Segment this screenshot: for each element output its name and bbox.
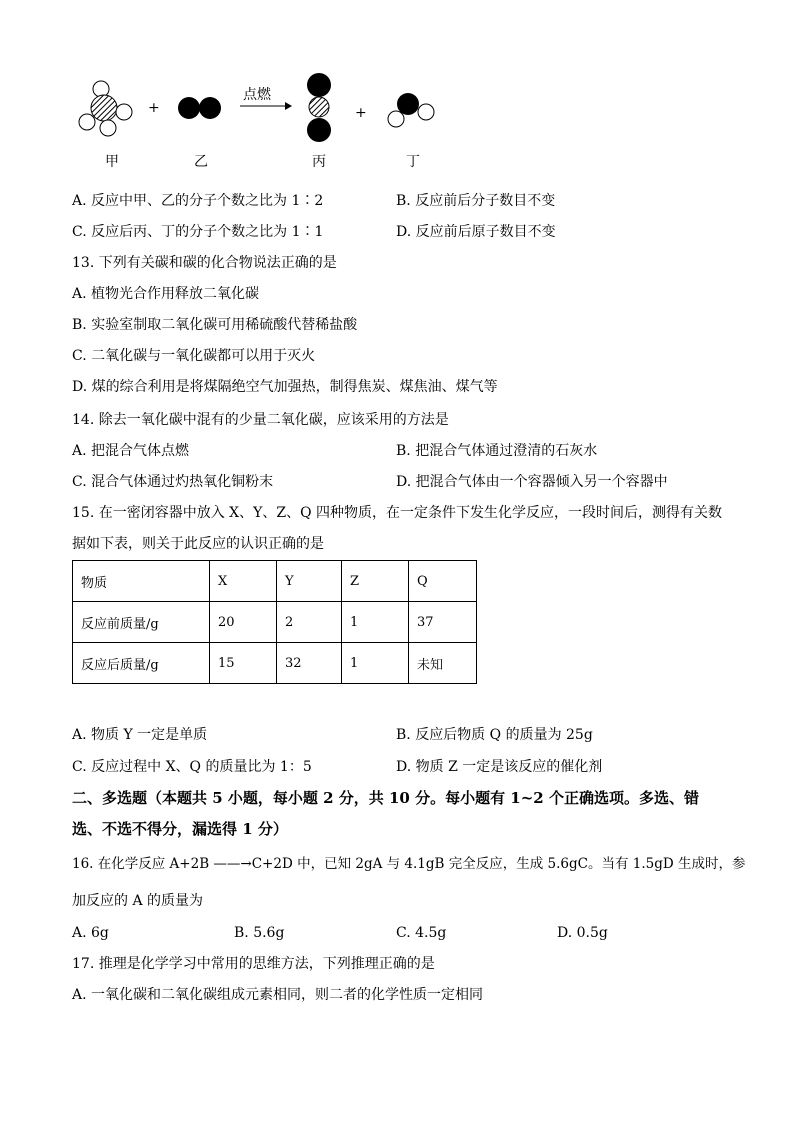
- table-header-row: [73, 561, 477, 602]
- q15-data-table: [72, 560, 477, 684]
- label-ding: 丁: [406, 154, 420, 170]
- table-header-cell: Z: [342, 561, 409, 602]
- q12-option-d: D. 反应前后原子数目不变: [396, 224, 556, 240]
- molecule-bing: [307, 73, 331, 142]
- table-cell: 20: [210, 602, 277, 643]
- section2-heading-line2: 选、不选不得分，漏选得 1 分）: [72, 820, 288, 838]
- q16-stem-line1: 16. 在化学反应 A+2B ——→C+2D 中，已知 2gA 与 4.1gB 完全反应，生成 5.6gC。当有 1.5gD 生成时，参: [72, 856, 746, 872]
- table-row: [73, 643, 477, 684]
- q15-option-b: B. 反应后物质 Q 的质量为 25g: [396, 727, 593, 743]
- table-cell: 1: [342, 643, 409, 684]
- table-header-cell: 物质: [73, 561, 210, 602]
- q14-option-c: C. 混合气体通过灼热氧化铜粉末: [72, 474, 274, 490]
- q14-option-a: A. 把混合气体点燃: [72, 443, 190, 459]
- table-header-cell: Q: [409, 561, 477, 602]
- q15-option-a: A. 物质 Y 一定是单质: [72, 727, 208, 743]
- plus-sign-1: +: [148, 100, 160, 116]
- label-yi: 乙: [194, 154, 208, 170]
- q16-option-c: C. 4.5g: [396, 925, 447, 941]
- molecule-ding: [388, 93, 434, 127]
- q16-option-d: D. 0.5g: [557, 925, 608, 941]
- q13-option-d: D. 煤的综合利用是将煤隔绝空气加强热，制得焦炭、煤焦油、煤气等: [72, 379, 498, 395]
- table-cell: 反应前质量/g: [73, 602, 210, 643]
- table-cell: 1: [342, 602, 409, 643]
- q17-option-a: A. 一氧化碳和二氧化碳组成元素相同，则二者的化学性质一定相同: [72, 987, 484, 1003]
- arrow-label: 点燃: [243, 87, 271, 103]
- q14-option-d: D. 把混合气体由一个容器倾入另一个容器中: [396, 474, 668, 490]
- table-cell: 2: [277, 602, 342, 643]
- q14-option-b: B. 把混合气体通过澄清的石灰水: [396, 443, 598, 459]
- section2-heading-line1: 二、多选题（本题共 5 小题，每小题 2 分，共 10 分。每小题有 1~2 个正确选项。多选、错: [72, 789, 699, 807]
- q15-option-c: C. 反应过程中 X、Q 的质量比为 1：5: [72, 759, 312, 775]
- table-cell: 15: [210, 643, 277, 684]
- q15-stem-line2: 据如下表，则关于此反应的认识正确的是: [72, 536, 324, 552]
- q16-option-b: B. 5.6g: [234, 925, 285, 941]
- q13-option-b: B. 实验室制取二氧化碳可用稀硫酸代替稀盐酸: [72, 317, 358, 333]
- label-jia: 甲: [105, 154, 119, 170]
- table-header-cell: Y: [277, 561, 342, 602]
- label-bing: 丙: [312, 154, 326, 170]
- q16-option-a: A. 6g: [72, 925, 109, 941]
- q13-stem: 13. 下列有关碳和碳的化合物说法正确的是: [72, 255, 337, 271]
- q12-option-b: B. 反应前后分子数目不变: [396, 193, 556, 209]
- q13-option-c: C. 二氧化碳与一氧化碳都可以用于灭火: [72, 348, 316, 364]
- table-row: [73, 602, 477, 643]
- table-cell: 反应后质量/g: [73, 643, 210, 684]
- molecule-jia: [79, 81, 132, 136]
- q13-option-a: A. 植物光合作用释放二氧化碳: [72, 286, 260, 302]
- table-cell: 37: [409, 602, 477, 643]
- q16-stem-line2: 加反应的 A 的质量为: [72, 893, 204, 909]
- q15-option-d: D. 物质 Z 一定是该反应的催化剂: [396, 759, 603, 775]
- q12-option-a: A. 反应中甲、乙的分子个数之比为 1∶2: [72, 193, 324, 209]
- table-header-cell: X: [210, 561, 277, 602]
- q12-option-c: C. 反应后丙、丁的分子个数之比为 1∶1: [72, 224, 324, 240]
- table-cell: 未知: [409, 643, 477, 684]
- table-cell: 32: [277, 643, 342, 684]
- q17-stem: 17. 推理是化学学习中常用的思维方法，下列推理正确的是: [72, 956, 435, 972]
- molecule-yi: [178, 97, 221, 119]
- q15-stem-line1: 15. 在一密闭容器中放入 X、Y、Z、Q 四种物质，在一定条件下发生化学反应，一段时间后，测得有关数: [72, 505, 723, 521]
- q14-stem: 14. 除去一氧化碳中混有的少量二氧化碳，应该采用的方法是: [72, 412, 449, 428]
- plus-sign-2: +: [355, 105, 367, 121]
